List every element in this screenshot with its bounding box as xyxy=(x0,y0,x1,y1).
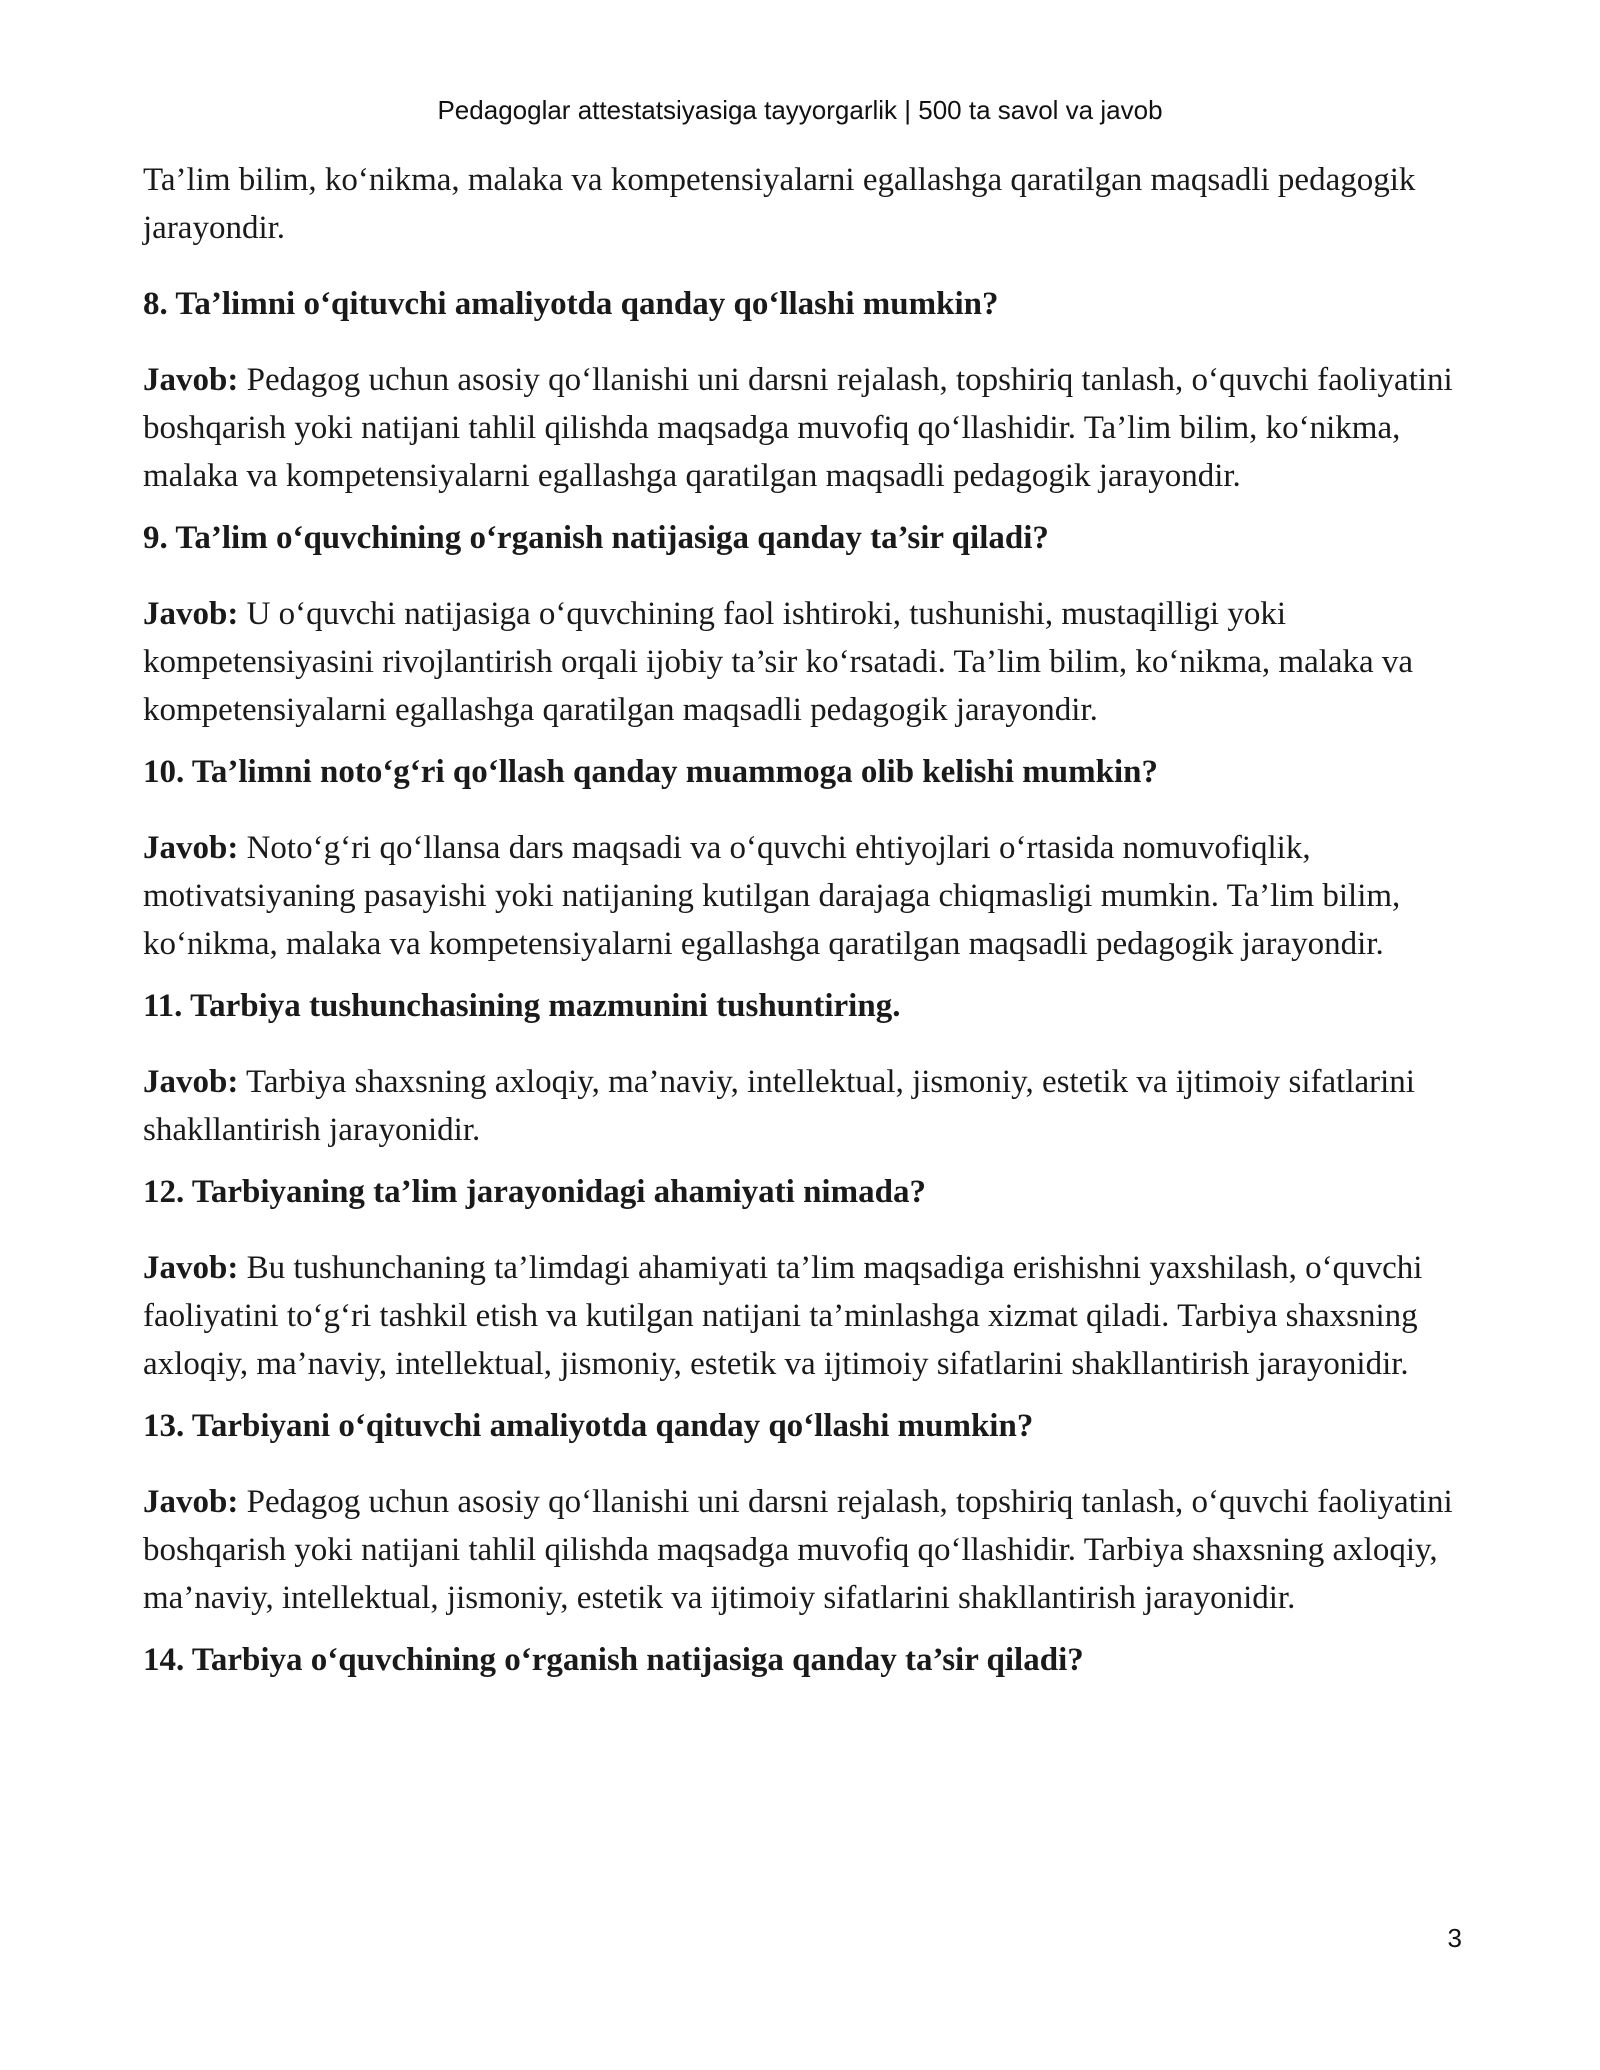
answer-text: Bu tushunchaning ta’limdagi ahamiyati ta’lim maqsadiga erishishni yaxshilash, o‘quvchi faoliyatini to‘g‘ri tashkil etish va kutilgan natijani ta’minlashga xizmat qiladi. Tarbiya shaxsning axloqiy, ma’naviy, intellektual, jismoniy, estetik va ijtimoiy sifatlarini shakllantirish jarayonidir. xyxy=(143,1250,1423,1382)
question-10: 10. Ta’limni noto‘g‘ri qo‘llash qanday muammoga olib kelishi mumkin? xyxy=(143,754,1158,790)
question-8: 8. Ta’limni o‘qituvchi amaliyotda qanday qo‘llashi mumkin? xyxy=(143,286,999,322)
answer-text: Noto‘g‘ri qo‘llansa dars maqsadi va o‘quvchi ehtiyojlari o‘rtasida nomuvofiqlik, motivatsiyaning pasayishi yoki natijaning kutilgan darajaga chiqmasligi mumkin. Ta’lim bilim, ko‘nikma, malaka va kompetensiyalarni egallashga qaratilgan maqsadli pedagogik jarayondir. xyxy=(143,830,1401,962)
answer-label: Javob: xyxy=(143,596,239,632)
page-number: 3 xyxy=(1447,1923,1462,1953)
answer-text: Tarbiya shaxsning axloqiy, ma’naviy, intellektual, jismoniy, estetik va ijtimoiy sifatlarini shakllantirish jarayonidir. xyxy=(143,1064,1415,1148)
answer-8 xyxy=(143,356,1473,500)
answer-label: Javob: xyxy=(143,1484,239,1520)
answer-label: Javob: xyxy=(143,362,239,398)
answer-label: Javob: xyxy=(143,830,239,866)
answer-text: Pedagog uchun asosiy qo‘llanishi uni darsni rejalash, topshiriq tanlash, o‘quvchi faoliyatini boshqarish yoki natijani tahlil qilishda maqsadga muvofiq qo‘llashidir. Ta’lim bilim, ko‘nikma, malaka va kompetensiyalarni egallashga qaratilgan maqsadli pedagogik jarayondir. xyxy=(143,362,1453,494)
answer-12 xyxy=(143,1244,1473,1388)
question-12: 12. Tarbiyaning ta’lim jarayonidagi ahamiyati nimada? xyxy=(143,1174,926,1210)
page-header: Pedagoglar attestatsiyasiga tayyorgarlik | 500 ta savol va javob xyxy=(437,95,1163,125)
intro-paragraph: Ta’lim bilim, ko‘nikma, malaka va kompetensiyalarni egallashga qaratilgan maqsadli pedagogik jarayondir. xyxy=(143,162,1416,246)
answer-13 xyxy=(143,1478,1473,1622)
question-14: 14. Tarbiya o‘quvchining o‘rganish natijasiga qanday ta’sir qiladi? xyxy=(143,1642,1084,1678)
page-content xyxy=(143,156,1473,1712)
answer-label: Javob: xyxy=(143,1250,239,1286)
question-11: 11. Tarbiya tushunchasining mazmunini tushuntiring. xyxy=(143,988,901,1024)
question-13: 13. Tarbiyani o‘qituvchi amaliyotda qanday qo‘llashi mumkin? xyxy=(143,1408,1034,1444)
answer-10 xyxy=(143,824,1473,968)
answer-label: Javob: xyxy=(143,1064,239,1100)
answer-11 xyxy=(143,1058,1473,1154)
answer-text: U o‘quvchi natijasiga o‘quvchining faol ishtiroki, tushunishi, mustaqilligi yoki kompetensiyasini rivojlantirish orqali ijobiy ta’sir ko‘rsatadi. Ta’lim bilim, ko‘nikma, malaka va kompetensiyalarni egallashga qaratilgan maqsadli pedagogik jarayondir. xyxy=(143,596,1414,728)
answer-9 xyxy=(143,590,1473,734)
answer-text: Pedagog uchun asosiy qo‘llanishi uni darsni rejalash, topshiriq tanlash, o‘quvchi faoliyatini boshqarish yoki natijani tahlil qilishda maqsadga muvofiq qo‘llashidir. Tarbiya shaxsning axloqiy, ma’naviy, intellektual, jismoniy, estetik va ijtimoiy sifatlarini shakllantirish jarayonidir. xyxy=(143,1484,1453,1616)
question-9: 9. Ta’lim o‘quvchining o‘rganish natijasiga qanday ta’sir qiladi? xyxy=(143,520,1049,556)
